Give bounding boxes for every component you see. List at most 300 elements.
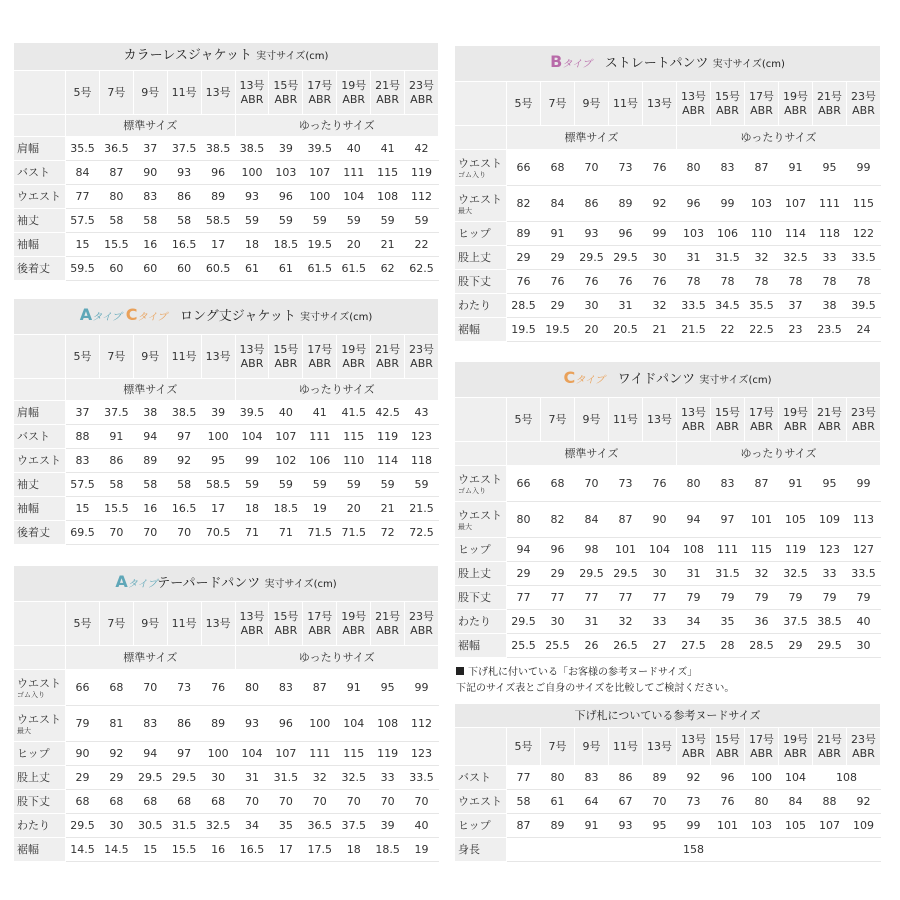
size-header: 21号 ABR: [371, 71, 405, 115]
size-header: 17号 ABR: [745, 398, 779, 442]
size-value: 59: [269, 473, 303, 497]
size-value: 101: [711, 814, 745, 838]
size-value: 78: [813, 270, 847, 294]
row-label-text: 袖幅: [17, 237, 39, 251]
row-label: [455, 538, 507, 562]
size-header: 11号: [609, 728, 643, 766]
row-label: [455, 766, 507, 790]
size-value: 21.5: [677, 318, 711, 342]
row-label: [455, 610, 507, 634]
size-header: 5号: [507, 398, 541, 442]
row-label-text: 裾幅: [458, 322, 480, 336]
size-value: 87: [303, 670, 337, 706]
size-value: 19: [405, 838, 439, 862]
size-value: 80: [235, 670, 269, 706]
row-label: [14, 209, 66, 233]
size-value: 109: [813, 502, 847, 538]
size-value: 41.5: [337, 401, 371, 425]
straight-pants-title: Bタイプ ストレートパンツ 実寸サイズ(cm): [455, 46, 881, 82]
table-row: [14, 161, 439, 185]
table-row: [455, 246, 881, 270]
size-header: 7号: [99, 602, 133, 646]
size-value: 70.5: [201, 521, 235, 545]
row-label-text: 袖丈: [17, 213, 39, 227]
size-value: 100: [745, 766, 779, 790]
size-value: 29.5: [609, 562, 643, 586]
row-label-text: わたり: [17, 818, 50, 832]
size-value: 29.5: [575, 246, 609, 270]
size-value: 59: [371, 209, 405, 233]
size-value: 31.5: [269, 766, 303, 790]
size-value: 80: [99, 185, 133, 209]
row-label-text: 股下丈: [458, 590, 491, 604]
size-value: 96: [269, 706, 303, 742]
corner-cell: [455, 728, 507, 766]
size-value: 77: [643, 586, 677, 610]
size-value: 93: [575, 222, 609, 246]
corner-cell: [455, 442, 507, 466]
row-label: [14, 790, 66, 814]
size-value: 111: [337, 161, 371, 185]
size-header: 11号: [167, 602, 201, 646]
size-header: 7号: [99, 71, 133, 115]
table-row: [455, 466, 881, 502]
size-value: 115: [337, 742, 371, 766]
row-label: [455, 246, 507, 270]
size-value: 31: [235, 766, 269, 790]
size-value: 92: [167, 449, 201, 473]
size-header: 5号: [66, 71, 100, 115]
size-value: 105: [779, 814, 813, 838]
size-value: 79: [745, 586, 779, 610]
size-value: 33: [643, 610, 677, 634]
size-value: 96: [269, 185, 303, 209]
size-value: 68: [66, 790, 100, 814]
size-value: 41: [303, 401, 337, 425]
row-label: [455, 586, 507, 610]
table-row: [14, 838, 439, 862]
row-label-note: 最大: [17, 726, 31, 735]
size-value: 28.5: [745, 634, 779, 658]
size-value: 107: [269, 425, 303, 449]
size-value: 20: [575, 318, 609, 342]
size-value: 73: [609, 466, 643, 502]
size-value: 100: [201, 425, 235, 449]
size-value: 111: [303, 742, 337, 766]
long-jacket-table: [13, 298, 439, 545]
size-header: 13号 ABR: [677, 398, 711, 442]
tapered-pants-table: [13, 565, 439, 862]
size-value: 34: [235, 814, 269, 838]
table-row: [14, 497, 439, 521]
size-value: 108: [371, 706, 405, 742]
size-value: 76: [643, 270, 677, 294]
size-value: 66: [507, 466, 541, 502]
size-value: 14.5: [66, 838, 100, 862]
size-value: 58: [167, 473, 201, 497]
size-value: 57.5: [66, 473, 100, 497]
size-value: 18: [235, 497, 269, 521]
size-value: 99: [711, 186, 745, 222]
size-value: 61: [235, 257, 269, 281]
size-value: 32.5: [779, 246, 813, 270]
size-value: 72: [371, 521, 405, 545]
corner-cell: [14, 335, 66, 379]
size-value: 29: [779, 634, 813, 658]
size-value: 30: [99, 814, 133, 838]
size-value: 78: [677, 270, 711, 294]
size-value: 34: [677, 610, 711, 634]
row-label-text: ウエスト: [458, 192, 502, 206]
size-value: 79: [711, 586, 745, 610]
size-value: 76: [541, 270, 575, 294]
size-value: 16.5: [235, 838, 269, 862]
table-row: [14, 233, 439, 257]
size-value: 31: [575, 610, 609, 634]
size-value: 15.5: [99, 497, 133, 521]
row-label: [455, 634, 507, 658]
size-value: 94: [677, 502, 711, 538]
size-header: 21号 ABR: [371, 335, 405, 379]
size-value: 100: [303, 185, 337, 209]
size-value: 83: [575, 766, 609, 790]
long-jacket-title: Aタイプ Cタイプ ロング丈ジャケット 実寸サイズ(cm): [14, 299, 439, 335]
size-value: 20.5: [609, 318, 643, 342]
table-row: [455, 790, 881, 814]
size-value: 112: [405, 706, 439, 742]
size-value: 32: [609, 610, 643, 634]
size-value: 14.5: [99, 838, 133, 862]
size-header: 17号 ABR: [303, 335, 337, 379]
collarless-jacket-table: [13, 42, 439, 281]
size-value: 92: [643, 186, 677, 222]
size-value: 71.5: [337, 521, 371, 545]
size-header: 13号 ABR: [677, 82, 711, 126]
size-value: 84: [541, 186, 575, 222]
size-value: 42.5: [371, 401, 405, 425]
size-value: 37.5: [779, 610, 813, 634]
size-value: 76: [643, 150, 677, 186]
table-row: [14, 257, 439, 281]
table-row: [14, 521, 439, 545]
table-row: [14, 670, 439, 706]
size-value: 97: [711, 502, 745, 538]
size-value: 87: [507, 814, 541, 838]
size-value: 89: [201, 706, 235, 742]
row-label: [455, 150, 507, 186]
size-value: 69.5: [66, 521, 100, 545]
size-header: 11号: [609, 82, 643, 126]
size-value: 97: [167, 742, 201, 766]
row-label-text: ウエスト: [17, 453, 61, 467]
size-value: 29.5: [575, 562, 609, 586]
size-value: 90: [66, 742, 100, 766]
corner-cell: [455, 82, 507, 126]
size-value: 70: [405, 790, 439, 814]
table-row: [14, 209, 439, 233]
size-value: 35.5: [745, 294, 779, 318]
row-label: [455, 186, 507, 222]
row-label-text: 肩幅: [17, 141, 39, 155]
size-value: 40: [269, 401, 303, 425]
size-value: 64: [575, 790, 609, 814]
row-label: [455, 222, 507, 246]
corner-cell: [14, 379, 66, 401]
size-value: 76: [575, 270, 609, 294]
size-header: 13号: [643, 398, 677, 442]
size-value: 39: [371, 814, 405, 838]
size-value: 106: [303, 449, 337, 473]
size-value: 99: [677, 814, 711, 838]
size-value: 105: [779, 502, 813, 538]
size-value: 15.5: [167, 838, 201, 862]
size-value: 30: [201, 766, 235, 790]
size-value: 86: [99, 449, 133, 473]
size-value: 59: [337, 209, 371, 233]
size-value: 83: [66, 449, 100, 473]
size-value: 92: [99, 742, 133, 766]
table-row: [455, 610, 881, 634]
size-value: 70: [575, 150, 609, 186]
size-value: 29.5: [167, 766, 201, 790]
row-label-text: ヒップ: [458, 818, 491, 832]
row-label-text: 股下丈: [458, 274, 491, 288]
row-label-text: わたり: [458, 614, 491, 628]
group-standard: 標準サイズ: [66, 646, 236, 670]
size-value: 103: [745, 814, 779, 838]
size-value: 17.5: [303, 838, 337, 862]
size-header: 21号 ABR: [813, 82, 847, 126]
size-header: 15号 ABR: [711, 728, 745, 766]
size-value: 21: [371, 497, 405, 521]
size-value: 33: [813, 246, 847, 270]
size-value: 107: [779, 186, 813, 222]
size-value: 107: [269, 742, 303, 766]
size-value: 79: [66, 706, 100, 742]
size-header: 17号 ABR: [745, 82, 779, 126]
size-value: 18.5: [269, 233, 303, 257]
row-label-text: ウエスト: [458, 472, 502, 486]
size-value: 109: [847, 814, 881, 838]
table-row: [455, 318, 881, 342]
size-value: 110: [337, 449, 371, 473]
size-value: 115: [337, 425, 371, 449]
group-standard: 標準サイズ: [507, 126, 677, 150]
row-label-text: ウエスト: [458, 156, 502, 170]
size-value: 104: [643, 538, 677, 562]
size-value: 25.5: [541, 634, 575, 658]
size-value: 91: [575, 814, 609, 838]
table-row: [455, 270, 881, 294]
row-label: [455, 270, 507, 294]
size-value: 84: [779, 790, 813, 814]
size-value: 76: [609, 270, 643, 294]
size-value: 43: [405, 401, 439, 425]
size-header: 23号 ABR: [847, 728, 881, 766]
size-value: 89: [541, 814, 575, 838]
table-row: [14, 790, 439, 814]
size-value: 19: [303, 497, 337, 521]
size-value: 31: [677, 246, 711, 270]
size-value: 15: [66, 233, 100, 257]
size-value: 29: [66, 766, 100, 790]
size-value: 71: [269, 521, 303, 545]
size-header: 19号 ABR: [779, 728, 813, 766]
size-value: 32.5: [779, 562, 813, 586]
size-header: 21号 ABR: [813, 398, 847, 442]
size-value: 68: [167, 790, 201, 814]
size-value: 93: [235, 706, 269, 742]
size-value: 73: [677, 790, 711, 814]
row-label-text: 裾幅: [17, 842, 39, 856]
size-value: 37: [133, 137, 167, 161]
size-value: 30: [643, 246, 677, 270]
size-value: 114: [779, 222, 813, 246]
size-value: 29: [541, 294, 575, 318]
size-value: 32.5: [201, 814, 235, 838]
size-value: 27.5: [677, 634, 711, 658]
size-header: 15号 ABR: [269, 602, 303, 646]
size-value: 70: [269, 790, 303, 814]
size-value: 68: [541, 150, 575, 186]
size-value: 70: [235, 790, 269, 814]
row-label-text: 股上丈: [458, 250, 491, 264]
height-label: 身長: [455, 838, 507, 862]
size-value: 77: [66, 185, 100, 209]
size-value: 119: [371, 425, 405, 449]
row-label-text: ウエスト: [17, 676, 61, 690]
size-value: 58: [167, 209, 201, 233]
size-header: 5号: [507, 82, 541, 126]
size-value: 29: [541, 562, 575, 586]
size-value: 87: [745, 150, 779, 186]
size-value: 19.5: [507, 318, 541, 342]
size-value: 21.5: [405, 497, 439, 521]
size-value: 91: [541, 222, 575, 246]
size-value: 93: [609, 814, 643, 838]
size-value: 96: [677, 186, 711, 222]
size-header: 23号 ABR: [405, 602, 439, 646]
size-value: 108: [677, 538, 711, 562]
size-value: 16: [201, 838, 235, 862]
table-row: [14, 473, 439, 497]
size-value: 16: [133, 233, 167, 257]
size-value: 19.5: [541, 318, 575, 342]
size-value: 86: [575, 186, 609, 222]
size-value: 37.5: [167, 137, 201, 161]
row-label-text: ウエスト: [458, 794, 502, 808]
size-value: 91: [779, 150, 813, 186]
size-value: 40: [405, 814, 439, 838]
size-header: 13号: [201, 335, 235, 379]
size-value: 68: [99, 670, 133, 706]
size-value: 33.5: [405, 766, 439, 790]
size-value: 32: [745, 562, 779, 586]
row-label: [455, 502, 507, 538]
table-row: [14, 766, 439, 790]
row-label-text: ヒップ: [17, 746, 50, 760]
size-value: 87: [99, 161, 133, 185]
row-label-text: 後着丈: [17, 525, 50, 539]
size-value: 59.5: [66, 257, 100, 281]
size-value: 92: [677, 766, 711, 790]
size-header: 9号: [575, 728, 609, 766]
straight-pants-table: [454, 45, 881, 342]
size-value: 115: [371, 161, 405, 185]
size-value: 21: [643, 318, 677, 342]
size-value: 28: [711, 634, 745, 658]
size-value: 59: [269, 209, 303, 233]
size-value: 16: [133, 497, 167, 521]
size-value: 26: [575, 634, 609, 658]
size-value: 32: [643, 294, 677, 318]
size-value: 99: [235, 449, 269, 473]
size-value: 94: [133, 425, 167, 449]
size-value: 83: [711, 466, 745, 502]
row-label: [455, 466, 507, 502]
size-value: 103: [677, 222, 711, 246]
size-value: 26.5: [609, 634, 643, 658]
size-value: 78: [779, 270, 813, 294]
size-value: 90: [643, 502, 677, 538]
size-value: 70: [371, 790, 405, 814]
size-value: 86: [167, 185, 201, 209]
row-label: [455, 790, 507, 814]
size-value: 95: [201, 449, 235, 473]
size-header: 11号: [167, 71, 201, 115]
size-value: 83: [133, 706, 167, 742]
size-value: 38.5: [201, 137, 235, 161]
size-value: 37.5: [337, 814, 371, 838]
size-value: 103: [745, 186, 779, 222]
size-value: 81: [99, 706, 133, 742]
row-label-text: 股下丈: [17, 794, 50, 808]
group-relaxed: ゆったりサイズ: [677, 126, 881, 150]
row-label: [14, 521, 66, 545]
size-value: 16.5: [167, 233, 201, 257]
row-label: [14, 233, 66, 257]
size-value: 39.5: [303, 137, 337, 161]
table-row: [455, 186, 881, 222]
size-header: 19号 ABR: [779, 398, 813, 442]
size-value: 115: [847, 186, 881, 222]
row-label-text: バスト: [458, 770, 491, 784]
size-header: 19号 ABR: [337, 602, 371, 646]
size-value: 118: [405, 449, 439, 473]
size-value: 29.5: [609, 246, 643, 270]
size-value: 29: [99, 766, 133, 790]
size-header: 13号 ABR: [235, 602, 269, 646]
size-value: 111: [813, 186, 847, 222]
size-value: 82: [507, 186, 541, 222]
size-header: 19号 ABR: [337, 335, 371, 379]
size-header: 23号 ABR: [405, 71, 439, 115]
size-header: 19号 ABR: [337, 71, 371, 115]
size-value: 39: [201, 401, 235, 425]
size-value: 89: [507, 222, 541, 246]
size-value: 73: [167, 670, 201, 706]
size-value: 31: [677, 562, 711, 586]
size-value: 37.5: [99, 401, 133, 425]
size-value: 29: [541, 246, 575, 270]
size-value: 91: [337, 670, 371, 706]
size-value: 77: [507, 586, 541, 610]
nude-size-note: [456, 665, 734, 697]
size-value: 83: [133, 185, 167, 209]
size-value: 30: [847, 634, 881, 658]
size-header: 9号: [133, 71, 167, 115]
size-value: 79: [677, 586, 711, 610]
